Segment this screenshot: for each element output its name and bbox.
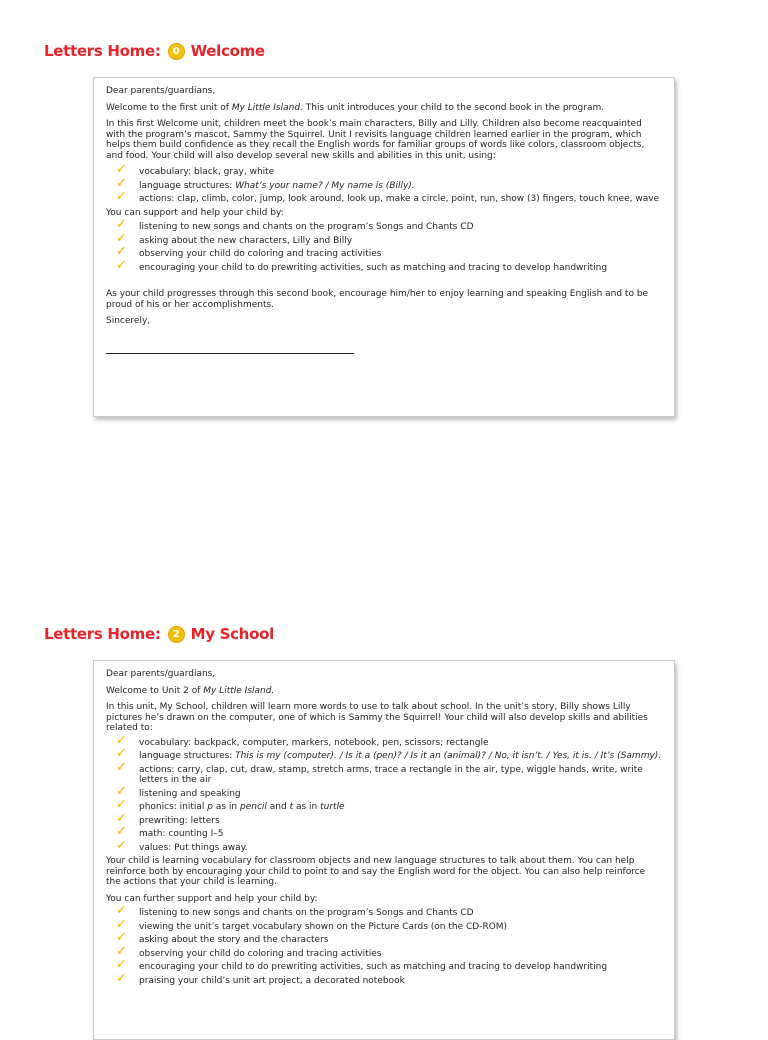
skills-list bbox=[106, 732, 662, 854]
unit-number-badge: 0 bbox=[168, 43, 185, 60]
checkmark-icon: ✓ bbox=[116, 957, 127, 972]
list-item: ✓ observing your child do coloring and tracing activities bbox=[116, 943, 382, 959]
heading-prefix: Letters Home: bbox=[44, 42, 161, 60]
checkmark-icon: ✓ bbox=[116, 217, 127, 232]
list-item: ✓ listening to new songs and chants on the program’s Songs and Chants CD bbox=[116, 903, 474, 918]
list-item: ✓ listening to new songs and chants on the program’s Songs and Chants CD bbox=[116, 217, 474, 232]
list-item: ✓ asking about the story and the characters bbox=[116, 930, 329, 945]
checkmark-icon: ✓ bbox=[116, 903, 127, 918]
checkmark-icon: ✓ bbox=[116, 916, 127, 932]
list-item: ✓ math: counting I–5 bbox=[116, 824, 224, 839]
heading-title: Welcome bbox=[190, 42, 265, 60]
skills-list bbox=[106, 162, 662, 205]
list-item: ✓ viewing the unit’s target vocabulary shown on the Picture Cards (on the CD-ROM) bbox=[116, 916, 508, 932]
list-item: ✓ listening and speaking bbox=[116, 783, 241, 799]
checkmark-icon: ✓ bbox=[116, 189, 127, 204]
list-item: ✓ values: Put things away. bbox=[116, 837, 248, 853]
checkmark-icon: ✓ bbox=[116, 175, 127, 191]
checkmark-icon: ✓ bbox=[116, 162, 127, 177]
list-item: ✓ encouraging your child to do prewriting activities, such as matching and tracing to develop handwriting bbox=[116, 957, 608, 972]
intro-paragraph: Welcome to the first unit of My Little Island. This unit introduces your child to the second book in the program. bbox=[106, 102, 605, 113]
support-list bbox=[106, 903, 662, 986]
heading-title: My School bbox=[190, 625, 274, 643]
support-intro: You can support and help your child by: bbox=[106, 207, 284, 218]
body-paragraph-2: Your child is learning vocabulary for classroom objects and new language structures to talk about them. You can help reinforce both by encouraging your child to point to and say the English word for the object. You can also help reinforce the actions that your child is learning. bbox=[106, 856, 646, 887]
greeting: Dear parents/guardians, bbox=[106, 669, 216, 679]
book-title: My Little Island. bbox=[203, 685, 275, 696]
checkmark-icon: ✓ bbox=[116, 810, 127, 826]
sign-off: Sincerely, bbox=[106, 316, 151, 326]
list-item: ✓ actions: carry, clap, cut, draw, stamp, stretch arms, trace a rectangle in the air, type, wiggle hands, write, write letters in the air bbox=[116, 759, 643, 785]
list-item: ✓ actions: clap, climb, color, jump, look around, look up, make a circle, point, run, show (3) fingers, touch knee, wave bbox=[116, 189, 660, 204]
body-paragraph: In this unit, My School, children will learn more words to use to talk about school. In the unit’s story, Billy shows Lilly pictures he’s drawn on the computer, one of which is Sammy the Squirrel! Your child will also develop skills and abilities related to: bbox=[106, 702, 648, 733]
checkmark-icon: ✓ bbox=[116, 257, 127, 273]
list-item: ✓ language structures: What’s your name? / My name is (Billy). bbox=[116, 175, 415, 191]
checkmark-icon: ✓ bbox=[116, 930, 127, 945]
list-item: ✓ praising your child’s unit art project, a decorated notebook bbox=[116, 970, 405, 986]
checkmark-icon: ✓ bbox=[116, 244, 127, 259]
checkmark-icon: ✓ bbox=[116, 759, 127, 775]
checkmark-icon: ✓ bbox=[116, 824, 127, 839]
checkmark-icon: ✓ bbox=[116, 837, 127, 853]
support-list bbox=[106, 217, 662, 273]
greeting: Dear parents/guardians, bbox=[106, 86, 216, 96]
checkmark-icon: ✓ bbox=[116, 970, 127, 986]
letter-card-my-school bbox=[93, 660, 675, 1040]
checkmark-icon: ✓ bbox=[116, 797, 127, 812]
list-item: ✓ observing your child do coloring and tracing activities bbox=[116, 244, 382, 259]
book-title: My Little Island. bbox=[231, 102, 303, 113]
list-item: ✓ vocabulary: black, gray, white bbox=[116, 162, 275, 177]
letter-heading-my-school bbox=[44, 625, 274, 643]
checkmark-icon: ✓ bbox=[116, 783, 127, 799]
list-item: ✓ vocabulary: backpack, computer, markers, notebook, pen, scissors; rectangle bbox=[116, 732, 489, 748]
closing-paragraph: As your child progresses through this second book, encourage him/her to enjoy learning and speaking English and to be proud of his or her accomplishments. bbox=[106, 289, 649, 310]
letter-card-welcome bbox=[93, 77, 675, 417]
list-item: ✓ phonics: initial p as in pencil and t as in turtle bbox=[116, 797, 345, 812]
checkmark-icon: ✓ bbox=[116, 230, 127, 246]
list-item: ✓ asking about the new characters, Lilly and Billy bbox=[116, 230, 353, 246]
signature-line bbox=[106, 353, 354, 354]
intro-paragraph: Welcome to Unit 2 of My Little Island. bbox=[106, 685, 275, 696]
support-intro: You can further support and help your child by: bbox=[106, 893, 318, 904]
list-item: ✓ prewriting: letters bbox=[116, 810, 220, 826]
checkmark-icon: ✓ bbox=[116, 746, 127, 761]
unit-number-badge: 2 bbox=[168, 626, 185, 643]
checkmark-icon: ✓ bbox=[116, 732, 127, 748]
heading-prefix: Letters Home: bbox=[44, 625, 161, 643]
body-paragraph: In this first Welcome unit, children meet the book’s main characters, Billy and Lilly. Children also become reacquainted with the program’s mascot, Sammy the Squirrel. Unit I revisits language children learned earlier in the program, which helps them build confidence as they recall the English words for familiar groups of words like colors, classroom objects, and food. Your child will also develop several new skills and abilities in this unit, using: bbox=[106, 119, 645, 161]
list-item: ✓ language structures: This is my (computer). / Is it a (pen)? / Is it an (animal)? / No, it isn’t. / Yes, it is. / It’s (Sammy). bbox=[116, 746, 662, 761]
list-item: ✓ encouraging your child to do prewriting activities, such as matching and tracing to develop handwriting bbox=[116, 257, 608, 273]
letter-heading-welcome bbox=[44, 42, 265, 60]
checkmark-icon: ✓ bbox=[116, 943, 127, 959]
